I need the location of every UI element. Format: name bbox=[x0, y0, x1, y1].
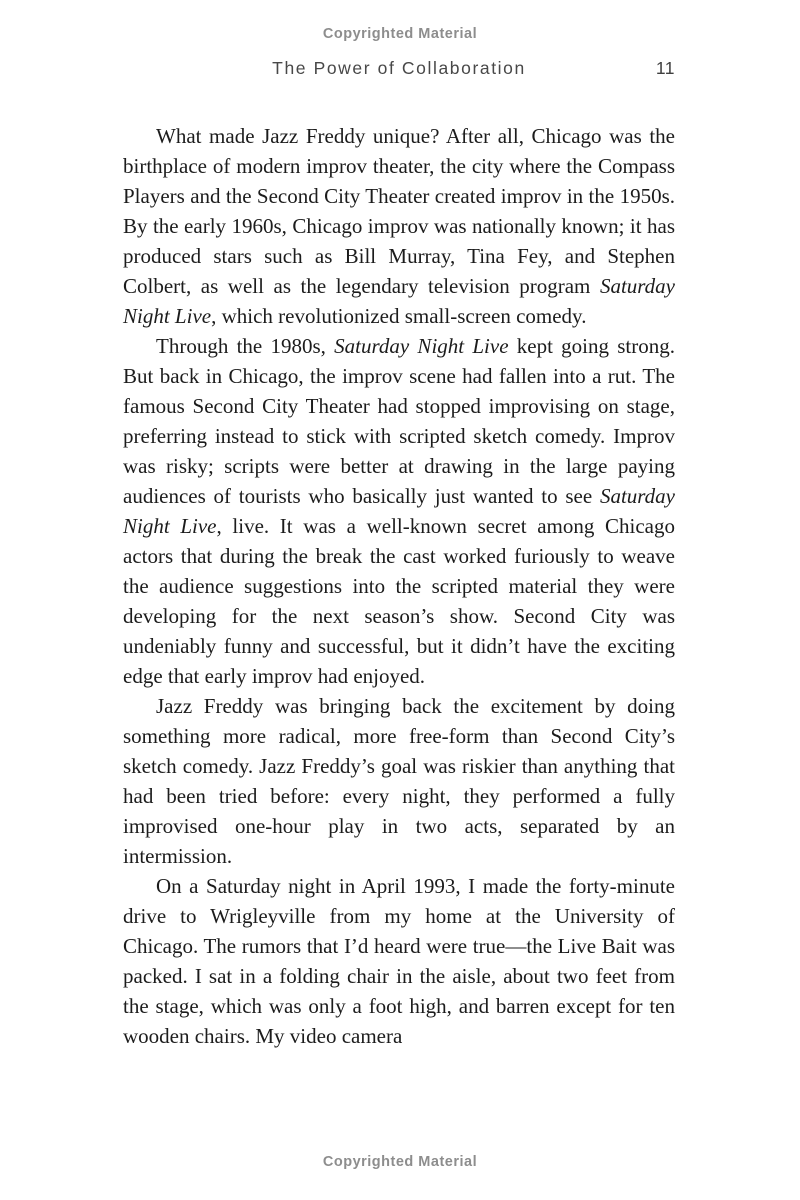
paragraph: Through the 1980s, Saturday Night Live kept going strong. But back in Chicago, the improv scene had fallen into a rut. The famous Second City Theater had stopped improvising on stage, preferring instead to stick with scripted sketch comedy. Improv was risky; scripts were better at drawing in the large paying audiences of tourists who basically just wanted to see Saturday Night Live, live. It was a well-known secret among Chicago actors that during the break the cast worked furiously to weave the audience suggestions into the scripted material they were developing for the next season’s show. Second City was undeniably funny and successful, but it didn’t have the exciting edge that early improv had enjoyed. bbox=[123, 334, 675, 688]
italic-title-text: Saturday Night Live bbox=[123, 274, 675, 328]
body-text bbox=[123, 121, 675, 1051]
copyright-notice-bottom: Copyrighted Material bbox=[322, 1154, 478, 1170]
italic-title-text: Saturday Night Live bbox=[334, 334, 509, 358]
paragraph: What made Jazz Freddy unique? After all, Chicago was the birthplace of modern improv theater, the city where the Compass Players and the Second City Theater created improv in the 1950s. By the early 1960s, Chicago improv was nationally known; it has produced stars such as Bill Murray, Tina Fey, and Stephen Colbert, as well as the legendary television program Saturday Night Live, which revolutionized small-screen comedy. bbox=[123, 124, 675, 328]
paragraph: On a Saturday night in April 1993, I made the forty-minute drive to Wrigleyville from my home at the University of Chicago. The rumors that I’d heard were true—the Live Bait was packed. I sat in a folding chair in the aisle, about two feet from the stage, which was only a foot high, and barren except for ten wooden chairs. My video camera bbox=[123, 874, 675, 1048]
page-number: 11 bbox=[655, 58, 675, 78]
paragraph: Jazz Freddy was bringing back the excitement by doing something more radical, more free-form than Second City’s sketch comedy. Jazz Freddy’s goal was riskier than anything that had been tried before: every night, they performed a fully improvised one-hour play in two acts, separated by an intermission. bbox=[123, 694, 675, 868]
italic-title-text: Saturday Night Live bbox=[123, 484, 675, 538]
running-title: The Power of Collaboration bbox=[272, 58, 526, 78]
running-header bbox=[123, 58, 675, 84]
copyright-notice-top: Copyrighted Material bbox=[322, 26, 478, 42]
